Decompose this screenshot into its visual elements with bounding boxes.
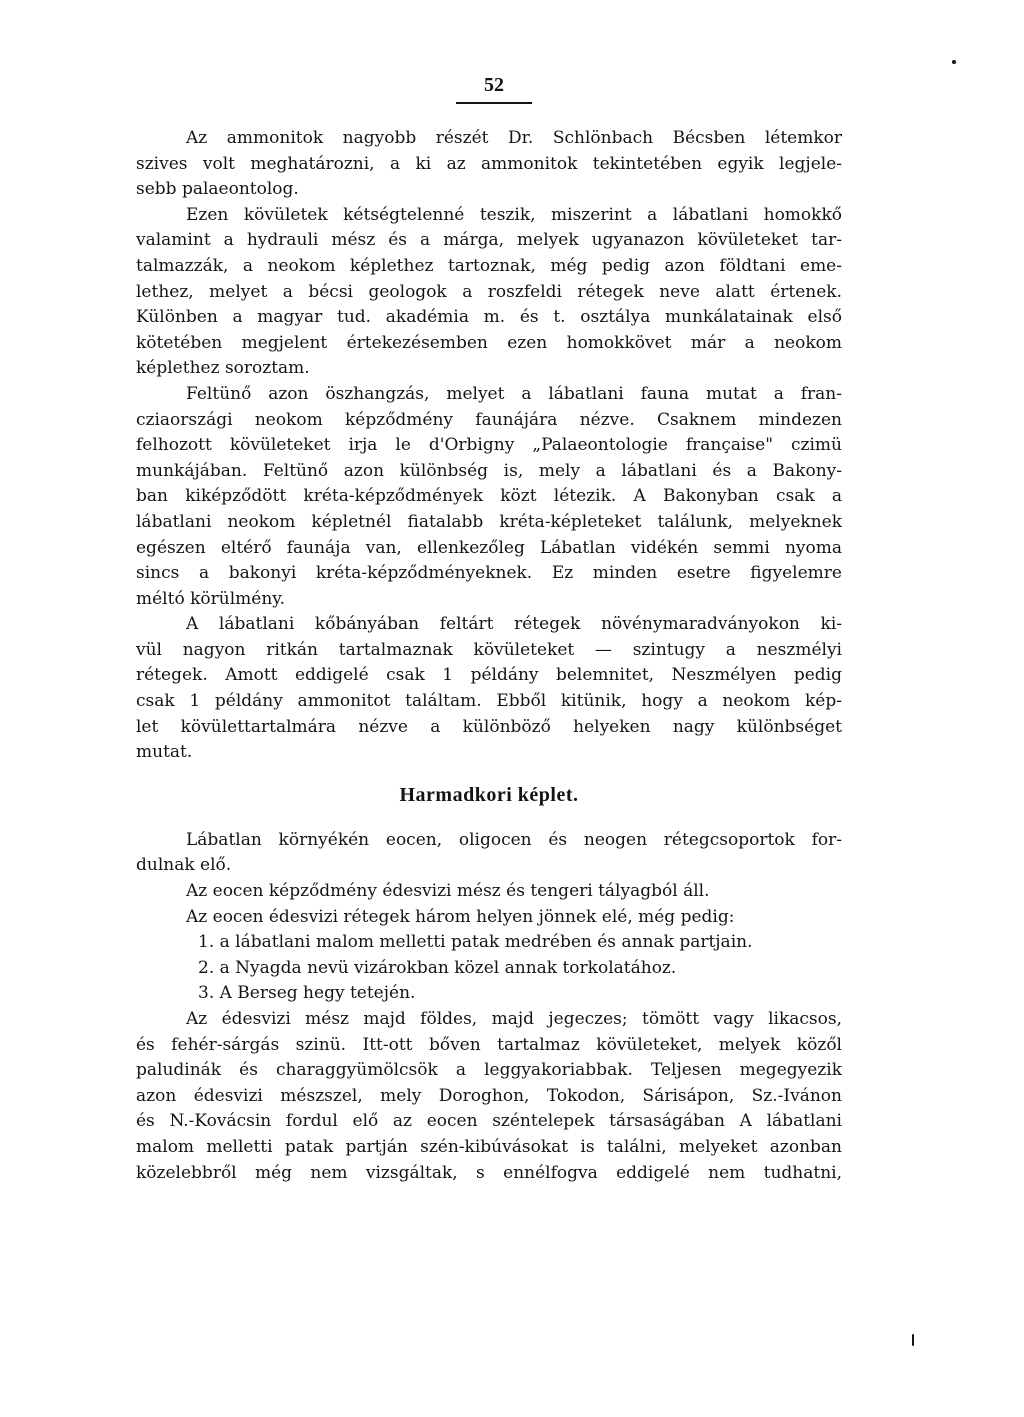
text-line: valamint a hydrauli mész és a márga, melyek ugyanazon kövületeket tar- bbox=[136, 230, 842, 251]
scan-speck-bottom-right bbox=[912, 1334, 914, 1346]
text-line: azon édesvizi mészszel, mely Doroghon, Tokodon, Sárisápon, Sz.-Ivánon bbox=[136, 1085, 842, 1106]
text-line: csak 1 példány ammonitot találtam. Ebből kitünik, hogy a neokom kép- bbox=[136, 691, 842, 712]
text-line: 2. a Nyagda nevü vizárokban közel annak torkolatához. bbox=[198, 957, 677, 978]
text-block-harmadkori bbox=[136, 828, 842, 1186]
text-line: felhozott kövületeket irja le d'Orbigny „Palaeontologie française" czimü bbox=[136, 435, 842, 456]
text-line: és N.-Kovácsin fordul elő az eocen széntelepek társaságában A lábatlani bbox=[136, 1111, 842, 1132]
text-line: mutat. bbox=[136, 742, 193, 763]
text-line: szives volt meghatározni, a ki az ammonitok tekintetében egyik legjele- bbox=[136, 153, 842, 174]
scan-speck-top-right bbox=[952, 60, 956, 64]
text-line: méltó körülmény. bbox=[136, 588, 286, 609]
text-line: Különben a magyar tud. akadémia m. és t. osztálya munkálatainak első bbox=[136, 307, 842, 328]
text-line: ban kiképződött kréta-képződmények közt létezik. A Bakonyban csak a bbox=[136, 486, 842, 507]
text-line: Az eocen képződmény édesvizi mész és tengeri tályagból áll. bbox=[186, 881, 710, 902]
text-block-neokom bbox=[136, 126, 842, 766]
text-line: közelebbről még nem vizsgáltak, s ennélfogva eddigelé nem tudhatni, bbox=[136, 1162, 842, 1183]
text-line: rétegek. Amott eddigelé csak 1 példány belemnitet, Neszmélyen pedig bbox=[136, 665, 842, 686]
text-line: talmazzák, a neokom képlethez tartoznak, még pedig azon földtani eme- bbox=[136, 255, 842, 276]
text-line: képlethez soroztam. bbox=[136, 358, 310, 379]
text-line: és fehér-sárgás szinü. Itt-ott bőven tartalmaz kövületeket, melyek közől bbox=[136, 1034, 842, 1055]
text-line: sebb palaeontolog. bbox=[136, 179, 299, 200]
text-line: A lábatlani kőbányában feltárt rétegek növénymaradványokon ki- bbox=[186, 614, 842, 635]
text-line: lábatlani neokom képletnél fiatalabb kréta-képleteket találunk, melyeknek bbox=[136, 511, 842, 532]
text-line: let kövülettartalmára nézve a különböző helyeken nagy különbséget bbox=[136, 716, 842, 737]
text-line: cziaországi neokom képződmény faunájára nézve. Csaknem mindezen bbox=[136, 409, 842, 430]
text-line: egészen eltérő faunája van, ellenkezőleg Lábatlan vidékén semmi nyoma bbox=[136, 537, 842, 558]
body-text bbox=[136, 126, 842, 1186]
text-line: paludinák és charaggyümölcsök a leggyakoriabbak. Teljesen megegyezik bbox=[136, 1060, 842, 1081]
section-heading: Harmadkori képlet. bbox=[399, 783, 579, 806]
text-line: Az édesvizi mész majd földes, majd jegeczes; tömött vagy likacsos, bbox=[186, 1009, 842, 1029]
text-line: dulnak elő. bbox=[136, 855, 232, 876]
text-line: Az eocen édesvizi rétegek három helyen jönnek elé, még pedig: bbox=[186, 906, 735, 927]
text-line: malom melletti patak partján szén-kibúvásokat is találni, melyeket azonban bbox=[136, 1136, 842, 1157]
text-line: kötetében megjelent értekezésemben ezen homokkövet már a neokom bbox=[136, 332, 842, 353]
text-line: munkájában. Feltünő azon különbség is, mely a lábatlani és a Bakony- bbox=[136, 460, 842, 481]
text-line: sincs a bakonyi kréta-képződményeknek. Ez minden esetre figyelemre bbox=[136, 563, 842, 584]
text-line: Lábatlan környékén eocen, oligocen és neogen rétegcsoportok for- bbox=[186, 829, 842, 850]
text-line: Feltünő azon öszhangzás, melyet a lábatlani fauna mutat a fran- bbox=[186, 383, 842, 404]
text-line: 1. a lábatlani malom melletti patak medrében és annak partjain. bbox=[198, 932, 753, 953]
text-line: lethez, melyet a bécsi geologok a roszfeldi rétegek neve alatt értenek. bbox=[136, 281, 842, 302]
page-number-rule bbox=[456, 102, 532, 104]
text-line: vül nagyon ritkán tartalmaznak kövületeket — szintugy a neszmélyi bbox=[136, 639, 842, 660]
text-line: 3. A Berseg hegy tetején. bbox=[198, 983, 416, 1004]
page-number: 52 bbox=[484, 74, 504, 96]
text-line: Ezen kövületek kétségtelenné teszik, miszerint a lábatlani homokkő bbox=[186, 204, 842, 225]
text-line: Az ammonitok nagyobb részét Dr. Schlönbach Bécsben létemkor bbox=[186, 128, 842, 148]
